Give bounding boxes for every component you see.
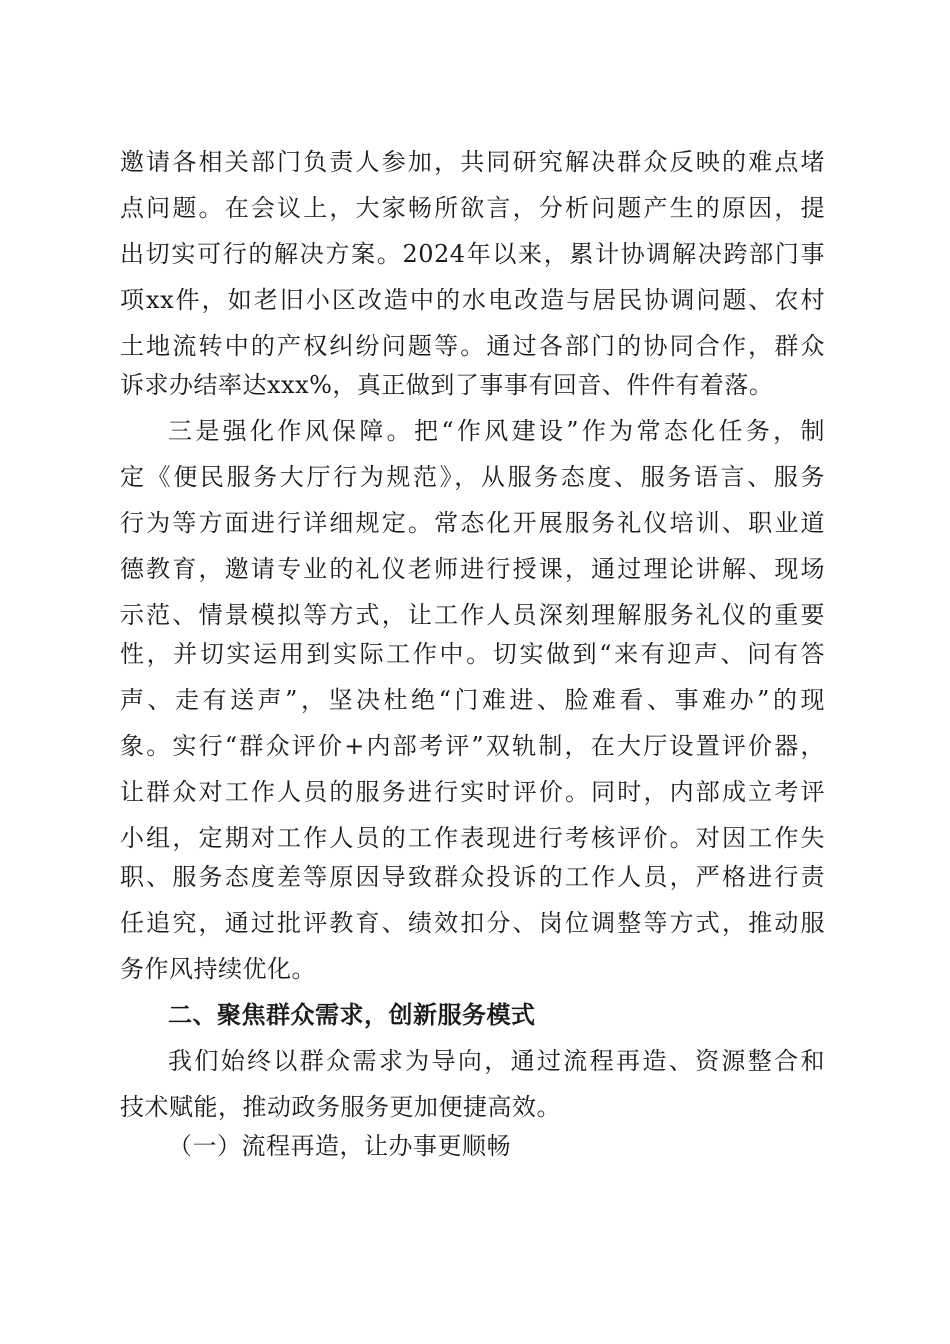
paragraph-line: 诉求办结率达xxx%，真正做到了事事有回音、件件有着落。	[120, 371, 774, 399]
subsection-heading: （一）流程再造，让办事更顺畅	[168, 1132, 511, 1160]
paragraph-line: 声、走有送声”，坚决杜绝“门难进、脸难看、事难办”的现	[120, 686, 825, 714]
paragraph-line: 性，并切实运用到实际工作中。切实做到“来有迎声、问有答	[120, 640, 825, 668]
paragraph-line: 行为等方面进行详细规定。常态化开展服务礼仪培训、职业道	[120, 509, 825, 537]
paragraph-line: 点问题。在会议上，大家畅所欲言，分析问题产生的原因，提	[120, 194, 825, 222]
paragraph-line: 技术赋能，推动政务服务更加便捷高效。	[120, 1093, 561, 1121]
paragraph-line: 土地流转中的产权纠纷问题等。通过各部门的协同合作，群众	[120, 332, 825, 360]
paragraph-line: 三是强化作风保障。把“作风建设”作为常态化任务，制	[168, 417, 825, 445]
paragraph-line: 职、服务态度差等原因导致群众投诉的工作人员，严格进行责	[120, 863, 825, 891]
paragraph-line: 德教育，邀请专业的礼仪老师进行授课，通过理论讲解、现场	[120, 555, 825, 583]
paragraph-line: 让群众对工作人员的服务进行实时评价。同时，内部成立考评	[120, 778, 825, 806]
paragraph-line: 定《便民服务大厅行为规范》，从服务态度、服务语言、服务	[120, 463, 825, 491]
paragraph-line: 示范、情景模拟等方式，让工作人员深刻理解服务礼仪的重要	[120, 601, 825, 629]
paragraph-line: 象。实行“群众评价+内部考评”双轨制，在大厅设置评价器，	[120, 732, 825, 760]
paragraph-line: 出切实可行的解决方案。2024年以来，累计协调解决跨部门事	[120, 240, 825, 268]
paragraph-line: 邀请各相关部门负责人参加，共同研究解决群众反映的难点堵	[120, 148, 825, 176]
paragraph-line: 我们始终以群众需求为导向，通过流程再造、资源整合和	[168, 1047, 825, 1075]
paragraph-line: 小组，定期对工作人员的工作表现进行考核评价。对因工作失	[120, 824, 825, 852]
paragraph-line: 务作风持续优化。	[120, 955, 316, 983]
section-heading: 二、聚焦群众需求，创新服务模式	[168, 1000, 536, 1029]
paragraph-line: 项xx件，如老旧小区改造中的水电改造与居民协调问题、农村	[120, 286, 825, 314]
paragraph-line: 任追究，通过批评教育、绩效扣分、岗位调整等方式，推动服	[120, 909, 825, 937]
